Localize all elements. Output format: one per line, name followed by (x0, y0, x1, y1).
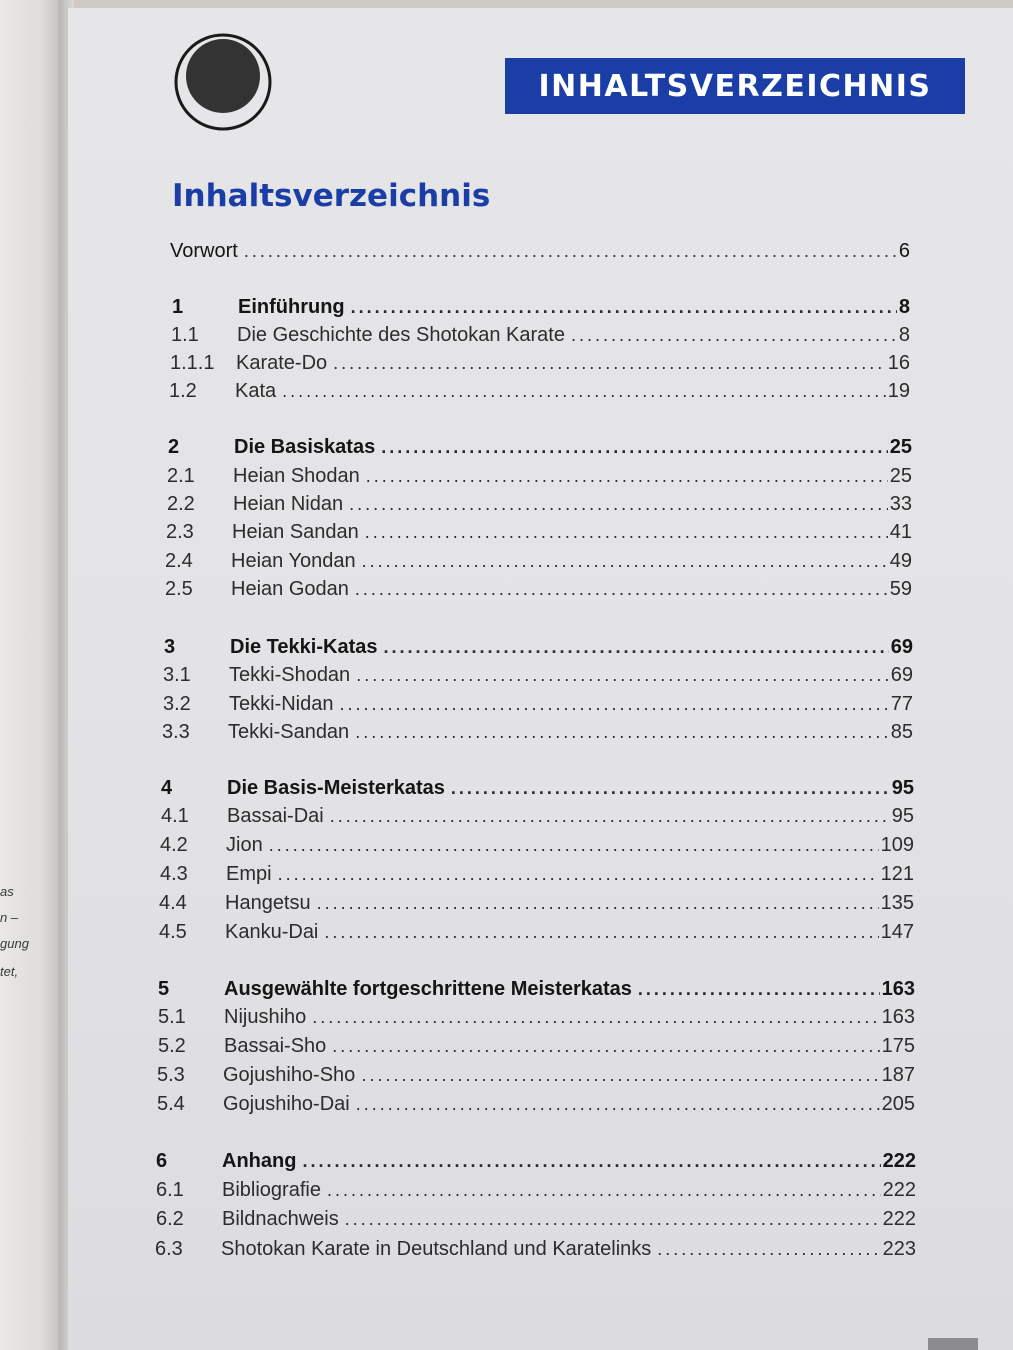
toc-entry-number: 3.1 (163, 664, 191, 686)
toc-entry-title: Tekki-Shodan (229, 664, 351, 686)
dot-leader (356, 1094, 880, 1115)
toc-entry-number: 5.3 (157, 1064, 185, 1086)
toc-entry-page-number: 109 (880, 834, 914, 856)
dot-leader (324, 922, 878, 943)
toc-entry-number: 1 (172, 296, 184, 318)
toc-entry-title: Bildnachweis (222, 1208, 339, 1230)
toc-entry-page-number: 16 (887, 352, 910, 374)
left-page-text-fragment: tet, (0, 964, 19, 979)
toc-entry (166, 521, 912, 544)
toc-entry-page-number: 59 (889, 578, 912, 600)
toc-entry (161, 777, 914, 800)
toc-entry-title: Die Tekki-Katas (230, 636, 378, 658)
toc-entry-title: Bassai-Sho (224, 1035, 327, 1057)
toc-entry (163, 693, 913, 716)
toc-entry-page-number: 223 (882, 1238, 916, 1260)
toc-entry-number: 4.1 (161, 805, 189, 827)
left-page-text-fragment: gung (0, 936, 29, 951)
toc-entry-number: 2.2 (167, 493, 195, 515)
dot-leader (657, 1239, 880, 1260)
toc-entry-number: 2.1 (167, 465, 195, 487)
toc-entry-page-number: 147 (880, 921, 914, 943)
toc-entry-number: 1.2 (169, 380, 197, 402)
toc-entry (163, 664, 913, 687)
toc-entry (162, 721, 913, 744)
dot-leader (361, 1065, 879, 1086)
dot-leader (638, 979, 880, 1000)
toc-entry-title: Heian Nidan (233, 493, 344, 515)
toc-entry-page-number: 205 (881, 1093, 915, 1115)
toc-entry-title: Heian Yondan (231, 550, 356, 572)
toc-entry-page-number: 69 (890, 636, 913, 658)
toc-entry-number: 3 (164, 636, 176, 658)
dot-leader (302, 1151, 880, 1172)
toc-entry (165, 550, 912, 573)
toc-entry-title: Heian Godan (231, 578, 349, 600)
toc-entry (160, 863, 914, 886)
toc-entry-page-number: 6 (898, 240, 910, 262)
toc-entry (156, 1179, 916, 1202)
dot-leader (339, 694, 888, 715)
toc-entry-number: 6.1 (156, 1179, 184, 1201)
dot-leader (282, 381, 886, 402)
toc-entry-number: 2.3 (166, 521, 194, 543)
toc-entry-number: 4.4 (159, 892, 187, 914)
toc-entry-number: 2 (168, 436, 180, 458)
toc-entry-title: Anhang (222, 1150, 297, 1172)
dot-leader (330, 806, 890, 827)
dot-leader (349, 494, 888, 515)
toc-entry-title: Tekki-Sandan (228, 721, 350, 743)
toc-entry-page-number: 85 (890, 721, 913, 743)
toc-entry-number: 5.1 (158, 1006, 186, 1028)
toc-entry-page-number: 163 (881, 978, 915, 1000)
toc-entry-number: 5 (158, 978, 170, 1000)
dot-leader (571, 325, 897, 346)
toc-entry-title: Ausgewählte fortgeschrittene Meisterkatas (224, 978, 632, 1000)
toc-entry-page-number: 135 (880, 892, 914, 914)
toc-entry (169, 380, 910, 403)
toc-entry-title: Bassai-Dai (227, 805, 324, 827)
dot-leader (383, 637, 888, 658)
toc-entry-title: Die Basiskatas (234, 436, 376, 458)
toc-entry-page-number: 77 (890, 693, 913, 715)
toc-entry-page-number: 69 (890, 664, 913, 686)
toc-entry-number: 2.5 (165, 578, 193, 600)
toc-entry-page-number: 121 (880, 863, 914, 885)
toc-entry-page-number: 41 (889, 521, 912, 543)
toc-entry-title: Heian Shodan (233, 465, 360, 487)
toc-entry-title: Kanku-Dai (225, 921, 319, 943)
dot-leader (345, 1209, 881, 1230)
toc-entry (167, 465, 912, 488)
toc-entry-page-number: 25 (889, 465, 912, 487)
toc-entry-title: Bibliografie (222, 1179, 321, 1201)
toc-entry-title: Einführung (238, 296, 345, 318)
dot-leader (351, 297, 897, 318)
toc-entry (172, 296, 910, 319)
dot-leader (317, 893, 879, 914)
dot-leader (332, 1036, 879, 1057)
dot-leader (451, 778, 890, 799)
toc-entry-page-number: 175 (881, 1035, 915, 1057)
toc-entry-page-number: 187 (881, 1064, 915, 1086)
toc-entry (164, 636, 913, 659)
toc-entry-title: Kata (235, 380, 277, 402)
toc-entry-title: Vorwort (170, 240, 238, 262)
toc-entry-title: Gojushiho-Sho (223, 1064, 356, 1086)
toc-entry (160, 834, 914, 857)
toc-entry-page-number: 33 (889, 493, 912, 515)
toc-entry (170, 240, 910, 263)
toc-entry-page-number: 95 (891, 777, 914, 799)
toc-entry-page-number: 8 (898, 324, 910, 346)
toc-entry-page-number: 163 (881, 1006, 915, 1028)
dot-leader (366, 466, 888, 487)
toc-entry-page-number: 222 (882, 1150, 916, 1172)
dot-leader (312, 1007, 879, 1028)
toc-entry-page-number: 222 (882, 1208, 916, 1230)
toc-entry-number: 6 (156, 1150, 168, 1172)
toc-entry (158, 978, 915, 1001)
toc-entry-number: 6.2 (156, 1208, 184, 1230)
toc-entry-title: Heian Sandan (232, 521, 359, 543)
toc-entry-title: Nijushiho (224, 1006, 307, 1028)
dot-leader (356, 665, 889, 686)
dot-leader (381, 437, 888, 458)
toc-entry-number: 4.2 (160, 834, 188, 856)
dot-leader (355, 722, 889, 743)
toc-entry-title: Gojushiho-Dai (223, 1093, 350, 1115)
toc-entry-number: 5.4 (157, 1093, 185, 1115)
toc-entry (157, 1064, 915, 1087)
toc-entry (159, 892, 914, 915)
toc-entry (156, 1150, 916, 1173)
toc-entry-page-number: 19 (887, 380, 910, 402)
toc-entry-number: 4 (161, 777, 173, 799)
toc-entry-title: Die Basis-Meisterkatas (227, 777, 445, 799)
toc-entry (159, 921, 914, 944)
toc-entry (170, 352, 910, 375)
toc-entry-number: 4.5 (159, 921, 187, 943)
dot-leader (327, 1180, 881, 1201)
toc-entry-number: 4.3 (160, 863, 188, 885)
toc-entry-title: Hangetsu (225, 892, 311, 914)
toc-entry (156, 1208, 916, 1231)
dot-leader (269, 835, 879, 856)
toc-entry-number: 3.2 (163, 693, 191, 715)
toc-entry-number: 6.3 (155, 1238, 183, 1260)
toc-entry-page-number: 25 (889, 436, 912, 458)
left-page-text-fragment: as (0, 884, 14, 899)
toc-entry-number: 1.1.1 (170, 352, 215, 374)
toc-entry (168, 436, 912, 459)
toc-entry (157, 1093, 915, 1116)
toc-entry-number: 3.3 (162, 721, 190, 743)
toc-entry-page-number: 8 (898, 296, 910, 318)
toc-entry-page-number: 222 (882, 1179, 916, 1201)
toc-entry-title: Shotokan Karate in Deutschland und Karatelinks (221, 1238, 652, 1260)
toc-entry-page-number: 95 (891, 805, 914, 827)
toc-entry-number: 5.2 (158, 1035, 186, 1057)
toc-entry (167, 493, 912, 516)
toc-entry-number: 1.1 (171, 324, 199, 346)
dot-leader (244, 241, 897, 262)
header-banner: INHALTSVERZEICHNIS (505, 58, 965, 114)
dot-leader (365, 522, 888, 543)
dot-leader (362, 551, 888, 572)
toc-entry-title: Tekki-Nidan (229, 693, 334, 715)
toc-entry (155, 1238, 916, 1261)
dot-leader (333, 353, 886, 374)
toc-entry-title: Die Geschichte des Shotokan Karate (237, 324, 565, 346)
page-corner-tab (928, 1338, 978, 1350)
toc-entry (165, 578, 912, 601)
page-title: Inhaltsverzeichnis (172, 178, 491, 214)
toc-entry (158, 1035, 915, 1058)
dot-leader (278, 864, 879, 885)
left-page-text-fragment: n – (0, 910, 19, 925)
toc-entry-page-number: 49 (889, 550, 912, 572)
toc-entry-title: Jion (226, 834, 263, 856)
toc-entry-number: 2.4 (165, 550, 193, 572)
toc-entry (158, 1006, 915, 1029)
toc-entry (171, 324, 910, 347)
toc-entry-title: Empi (226, 863, 272, 885)
toc-entry-title: Karate-Do (236, 352, 328, 374)
dot-leader (355, 579, 888, 600)
toc-entry (161, 805, 914, 828)
